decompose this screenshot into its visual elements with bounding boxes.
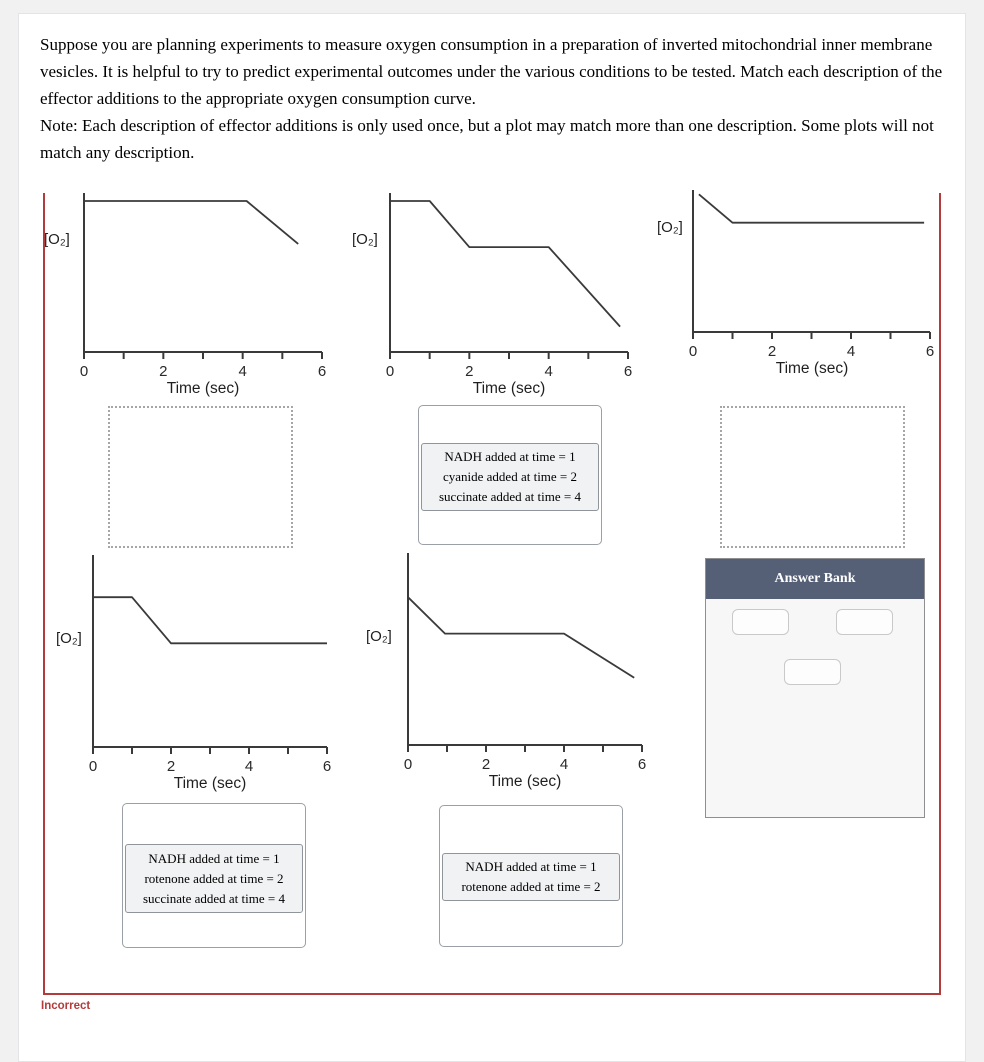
drop-zone-plot-1[interactable] <box>108 406 293 548</box>
answer-bank-slot-2[interactable] <box>836 609 893 635</box>
card-line: rotenone added at time = 2 <box>144 870 284 886</box>
card-line: succinate added at time = 4 <box>143 890 285 906</box>
answer-card-plot-2[interactable] <box>421 443 599 511</box>
svg-text:0: 0 <box>403 756 413 773</box>
svg-text:4: 4 <box>846 343 856 360</box>
answer-card-plot-4[interactable] <box>125 844 303 913</box>
plot-4-ylabel: [O₂] <box>56 630 82 647</box>
oxygen-plot-5 <box>365 550 657 800</box>
oxygen-plot-1 <box>40 188 340 400</box>
card-line: rotenone added at time = 2 <box>461 879 601 894</box>
svg-text:4: 4 <box>244 758 254 775</box>
svg-text:0: 0 <box>88 758 98 775</box>
svg-text:0: 0 <box>688 343 698 360</box>
plot-3-xlabel: Time (sec) <box>775 360 849 377</box>
feedback-incorrect: Incorrect <box>41 1000 91 1012</box>
answer-bank-title: Answer Bank <box>774 571 856 586</box>
svg-text:4: 4 <box>238 363 247 380</box>
card-line: NADH added at time = 1 <box>444 449 576 464</box>
svg-text:2: 2 <box>159 363 168 380</box>
card-line: succinate added at time = 4 <box>439 489 581 504</box>
question-text: Suppose you are planning experiments to measure oxygen consumption in a preparation of inverted mitochondrial inner membrane vesicles. It is helpful to try to predict experimental outcomes under the various conditions to be tested. Match each description of the effector additions to the appropriate oxygen consumption curve. <box>40 35 943 108</box>
oxygen-plot-3 <box>655 188 947 384</box>
oxygen-plot-4 <box>50 550 350 802</box>
svg-text:0: 0 <box>79 363 89 380</box>
oxygen-plot-2 <box>348 188 648 400</box>
question-note: Note: Each description of effector additions is only used once, but a plot may match more than one description. Some plots will not match any description. <box>40 116 934 162</box>
drop-zone-plot-3[interactable] <box>720 406 905 548</box>
svg-text:4: 4 <box>559 756 569 773</box>
answer-bank-slot-1[interactable] <box>732 609 789 635</box>
plot-1-ylabel: [O₂] <box>44 231 70 248</box>
card-line: NADH added at time = 1 <box>148 850 280 866</box>
plot-5-ylabel: [O₂] <box>366 628 392 645</box>
plot-5-xlabel: Time (sec) <box>488 773 562 790</box>
plot-3-ylabel: [O₂] <box>657 219 683 236</box>
drop-zone-plot-5[interactable] <box>439 805 623 947</box>
svg-text:0: 0 <box>385 363 395 380</box>
svg-text:6: 6 <box>623 363 633 380</box>
plot-2-ylabel: [O₂] <box>352 231 378 248</box>
plot-2-xlabel: Time (sec) <box>472 380 546 397</box>
svg-text:6: 6 <box>322 758 332 775</box>
svg-text:6: 6 <box>637 756 647 773</box>
svg-text:6: 6 <box>925 343 935 360</box>
answer-card-plot-5[interactable] <box>442 853 620 901</box>
drop-zone-plot-4[interactable] <box>122 803 306 948</box>
svg-text:2: 2 <box>166 758 176 775</box>
plot-1-xlabel: Time (sec) <box>166 380 240 397</box>
svg-text:6: 6 <box>317 363 327 380</box>
card-line: cyanide added at time = 2 <box>442 469 578 484</box>
drop-zone-plot-2[interactable] <box>418 405 602 545</box>
svg-text:4: 4 <box>544 363 553 380</box>
plot-4-xlabel: Time (sec) <box>173 775 247 792</box>
answer-bank-header <box>706 559 924 599</box>
answer-bank-body <box>706 599 924 818</box>
svg-text:2: 2 <box>465 363 474 380</box>
answer-bank <box>705 558 925 818</box>
svg-text:2: 2 <box>481 756 491 773</box>
card-line: NADH added at time = 1 <box>465 859 597 874</box>
answer-bank-slot-3[interactable] <box>784 659 841 685</box>
svg-text:2: 2 <box>767 343 777 360</box>
